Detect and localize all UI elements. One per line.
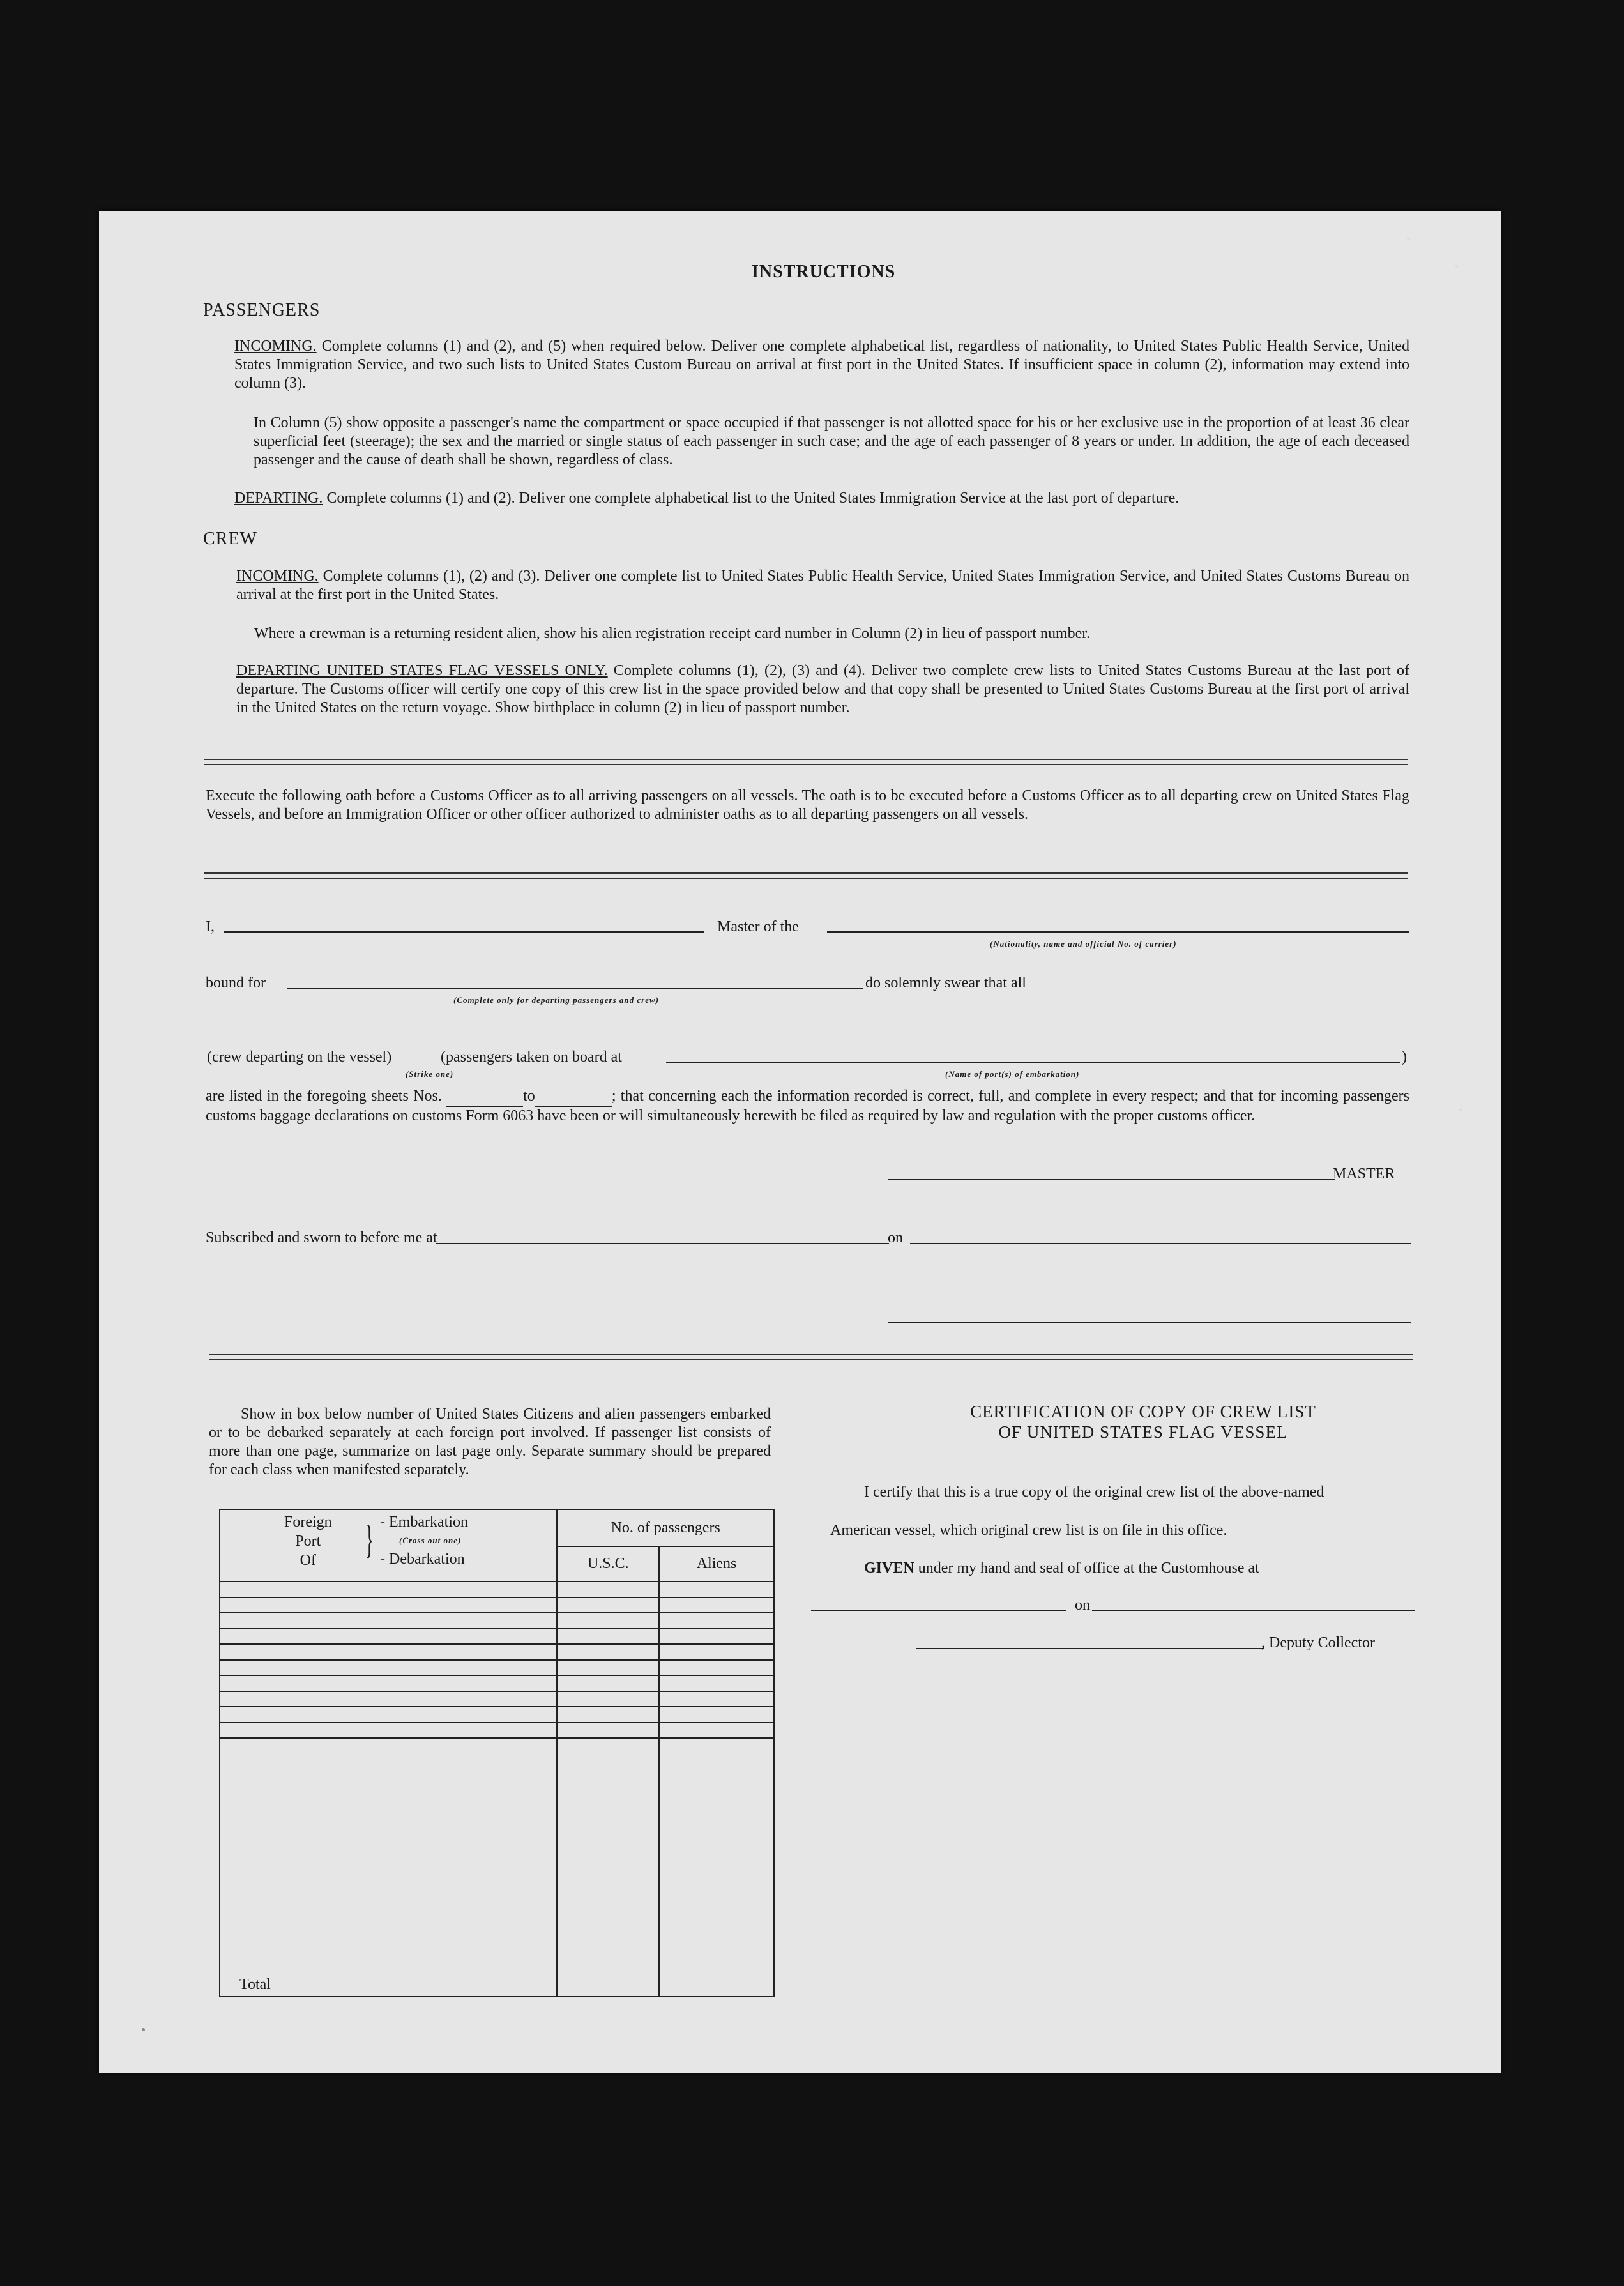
crew-resident-paragraph: Where a crewman is a returning resident alien, show his alien registration receipt card number in Column (2) in lieu of passport number. [254, 625, 1090, 642]
sheet-to-field[interactable] [535, 1087, 612, 1107]
film-speck [142, 2028, 145, 2031]
aliens-cell[interactable] [659, 1597, 774, 1613]
divider-2 [204, 872, 1408, 879]
master-name-field[interactable] [224, 931, 704, 933]
given-label: GIVEN [864, 1560, 914, 1576]
port-cell[interactable] [220, 1644, 557, 1660]
aliens-cell[interactable] [659, 1629, 774, 1645]
aliens-cell[interactable] [659, 1660, 774, 1676]
crew-incoming-paragraph [236, 567, 1409, 604]
officer-signature-field[interactable] [888, 1322, 1411, 1323]
listed-text-b: ; that concerning each the information recorded is correct, full, and complete in every respect; and that for incoming passengers customs baggage declarations on customs Form 6063 have been or will simultaneously herewith be filed as required by law and regulation with the proper customs officer. [206, 1088, 1410, 1124]
deputy-signature-field[interactable] [916, 1648, 1264, 1649]
port-cell[interactable] [220, 1707, 557, 1723]
sheet-from-field[interactable] [446, 1087, 523, 1107]
certification-given [864, 1560, 1259, 1577]
table-row [220, 1597, 774, 1613]
usc-cell[interactable] [557, 1581, 659, 1597]
summary-intro: Show in box below number of United States Citizens and alien passengers embarked or to be debarked separately at each foreign port involved. If passenger list consists of more than one page, summarize on last page only. Separate summary should be prepared for each class when manifested separately. [209, 1406, 771, 1478]
sworn-on-label: on [888, 1230, 903, 1246]
sworn-date-field[interactable] [910, 1243, 1411, 1244]
subscribed-label: Subscribed and sworn to before me at [206, 1230, 437, 1246]
certification-date-field[interactable] [1092, 1610, 1415, 1611]
oath-i-label: I, [206, 918, 215, 935]
crew-incoming-text: Complete columns (1), (2) and (3). Deliver one complete list to United States Public Health Service, United States Immigration Service, and United States Customs Bureau on arrival at the first port in the United States. [236, 568, 1410, 603]
master-label: MASTER [1333, 1166, 1395, 1182]
port-cell[interactable] [220, 1723, 557, 1739]
aliens-cell[interactable] [659, 1675, 774, 1691]
listed-sheets-paragraph [206, 1087, 1409, 1125]
carrier-note: (Nationality, name and official No. of carrier) [990, 939, 1177, 949]
passengers-departing-label: DEPARTING. [234, 490, 323, 507]
passengers-departing-paragraph [234, 489, 1409, 508]
of-label: Of [300, 1552, 316, 1569]
debarkation-option[interactable]: - Debarkation [380, 1551, 465, 1567]
listed-text-a: are listed in the foregoing sheets Nos. [206, 1088, 442, 1104]
sworn-place-field[interactable] [436, 1243, 889, 1244]
passengers-incoming-paragraph [234, 337, 1409, 393]
port-cell[interactable] [220, 1629, 557, 1645]
total-aliens-cell[interactable] [659, 1738, 774, 1997]
film-speck [1455, 265, 1458, 268]
port-cell[interactable] [220, 1613, 557, 1629]
crew-departing-label: DEPARTING UNITED STATES FLAG VESSELS ONLY. [236, 662, 608, 679]
customhouse-field[interactable] [811, 1610, 1066, 1611]
aliens-cell[interactable] [659, 1644, 774, 1660]
aliens-header: Aliens [659, 1546, 774, 1581]
usc-cell[interactable] [557, 1629, 659, 1645]
certification-on-label: on [1075, 1597, 1090, 1613]
carrier-field[interactable] [827, 931, 1409, 933]
embarkation-option[interactable]: - Embarkation [380, 1514, 468, 1530]
table-row [220, 1675, 774, 1691]
aliens-cell[interactable] [659, 1613, 774, 1629]
certification-line-1: I certify that this is a true copy of the original crew list of the above-named [864, 1484, 1324, 1500]
passengers-departing-text: Complete columns (1) and (2). Deliver one complete alphabetical list to the United States Immigration Service at the last port of departure. [326, 490, 1180, 507]
port-cell[interactable] [220, 1660, 557, 1676]
strike-note: (Strike one) [406, 1069, 454, 1079]
usc-cell[interactable] [557, 1597, 659, 1613]
table-row [220, 1613, 774, 1629]
crew-departing-text: Complete columns (1), (2), (3) and (4). Deliver two complete crew lists to United States Customs Bureau at the last port of departure. The Customs officer will certify one copy of this crew list in the space provided below and that copy shall be presented to United States Customs Bureau at the first port of arrival in the United States on the return voyage. Show birthplace in column (2) in lieu of passport number. [236, 662, 1409, 716]
usc-cell[interactable] [557, 1675, 659, 1691]
total-label: Total [220, 1738, 557, 1997]
swear-text: do solemnly swear that all [865, 975, 1026, 991]
certification-title-line-2: OF UNITED STATES FLAG VESSEL [998, 1422, 1288, 1442]
divider-3 [209, 1354, 1413, 1360]
certification-line-3: under my hand and seal of office at the Customhouse at [918, 1560, 1259, 1576]
crew-departing-paragraph [236, 662, 1409, 717]
certification-title-line-1: CERTIFICATION OF COPY OF CREW LIST [970, 1402, 1316, 1421]
divider-1 [204, 759, 1408, 765]
table-row [220, 1691, 774, 1707]
aliens-cell[interactable] [659, 1581, 774, 1597]
usc-cell[interactable] [557, 1644, 659, 1660]
bound-for-label: bound for [206, 975, 266, 991]
crew-heading: CREW [203, 529, 257, 549]
close-paren: ) [1402, 1049, 1407, 1065]
port-label: Port [295, 1533, 321, 1550]
listed-to: to [523, 1088, 535, 1104]
total-usc-cell[interactable] [557, 1738, 659, 1997]
port-header-cell [220, 1509, 557, 1581]
usc-header: U.S.C. [557, 1546, 659, 1581]
passengers-column5-paragraph: In Column (5) show opposite a passenger's name the compartment or space occupied if that passenger is not allotted space for his or her exclusive use in the proportion of at least 36 clear superficial feet (steerage); the sex and the married or single status of each passenger in such case; and the age of each passenger of 8 years or under. In addition, the age of each deceased passenger and the cause of death shall be shown, regardless of class. [254, 415, 1409, 468]
port-cell[interactable] [220, 1581, 557, 1597]
crew-incoming-label: INCOMING. [236, 568, 319, 584]
form-page [99, 211, 1501, 2073]
brace-icon: } [365, 1516, 374, 1562]
deputy-collector-label: , Deputy Collector [1261, 1634, 1375, 1651]
table-row [220, 1629, 774, 1645]
film-speck [1459, 1108, 1462, 1111]
cross-out-note: (Cross out one) [399, 1535, 462, 1545]
crew-departing-option[interactable]: (crew departing on the vessel) [207, 1049, 392, 1065]
usc-cell[interactable] [557, 1707, 659, 1723]
certification-line-2: American vessel, which original crew list is on file in this office. [830, 1522, 1227, 1539]
table-row [220, 1581, 774, 1597]
table-row [220, 1660, 774, 1676]
master-signature-field[interactable] [888, 1179, 1335, 1180]
bound-for-note: (Complete only for departing passengers and crew) [453, 995, 659, 1005]
total-row [220, 1738, 774, 1997]
oath-intro: Execute the following oath before a Customs Officer as to all arriving passengers on all vessels. The oath is to be executed before a Customs Officer as to all departing crew on United States Flag Vessels, and before an Immigration Officer or other officer authorized to administer oaths as to all departing passengers on all vessels. [206, 788, 1409, 823]
usc-cell[interactable] [557, 1613, 659, 1629]
passengers-incoming-label: INCOMING. [234, 338, 317, 354]
passengers-heading: PASSENGERS [203, 300, 321, 320]
usc-cell[interactable] [557, 1723, 659, 1739]
port-cell[interactable] [220, 1691, 557, 1707]
certification-title [869, 1401, 1418, 1442]
port-cell[interactable] [220, 1675, 557, 1691]
table-row [220, 1707, 774, 1723]
bound-for-field[interactable] [287, 988, 863, 989]
port-cell[interactable] [220, 1597, 557, 1613]
usc-cell[interactable] [557, 1660, 659, 1676]
film-speck [1407, 238, 1410, 241]
table-row [220, 1723, 774, 1739]
table-row [220, 1644, 774, 1660]
master-of-label: Master of the [717, 918, 799, 935]
passengers-taken-option[interactable]: (passengers taken on board at [441, 1049, 622, 1065]
no-passengers-header: No. of passengers [557, 1509, 774, 1546]
passenger-summary-table [219, 1509, 775, 1997]
foreign-label: Foreign [284, 1514, 332, 1530]
embarkation-ports-field[interactable] [666, 1062, 1400, 1063]
aliens-cell[interactable] [659, 1691, 774, 1707]
aliens-cell[interactable] [659, 1707, 774, 1723]
ports-note: (Name of port(s) of embarkation) [945, 1069, 1080, 1079]
page-title: INSTRUCTIONS [752, 262, 896, 282]
passengers-incoming-text: Complete columns (1) and (2), and (5) when required below. Deliver one complete alphabetical list, regardless of nationality, to United States Public Health Service, United States Immigration Service, and two such lists to United States Custom Bureau on arrival at first port in the United States. If insufficient space in column (2), information may extend into column (3). [234, 338, 1409, 392]
aliens-cell[interactable] [659, 1723, 774, 1739]
usc-cell[interactable] [557, 1691, 659, 1707]
